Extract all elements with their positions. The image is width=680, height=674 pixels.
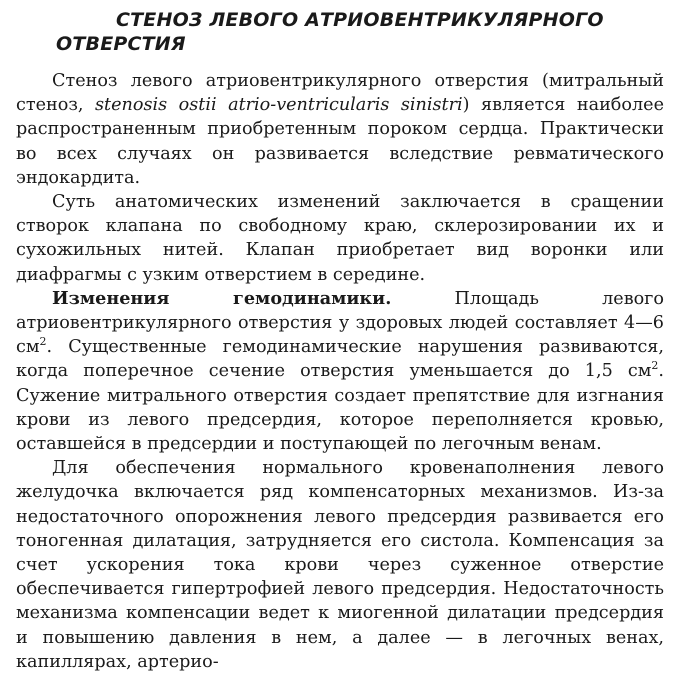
heading-line-1: СТЕНОЗ ЛЕВОГО АТРИОВЕНТРИКУЛЯРНОГО [116,9,604,31]
paragraph-definition [16,69,664,190]
paragraph-text: Площадь левого атриовентрикулярного отверстия у здоровых людей составляет 4—6 см [16,288,664,358]
body-text [16,69,664,674]
paragraph-anatomy: Суть анатомических изменений заключается в сращении створок клапана по свободному краю, склерозировании их и сухожильных нитей. Клапан приобретает вид воронки или диафрагмы с узким отверстием в середине. [16,192,664,285]
paragraph-hemodynamics [16,287,664,456]
paragraph-text: . Существенные гемодинамические нарушения развиваются, когда поперечное сечение отверстия уменьшается до 1,5 см [16,337,664,382]
paragraph-text: . Сужение митрального отверстия создает препятствие для изгнания крови из левого предсердия, которое переполняется кровью, оставшейся в предсердии и поступающей по легочным венам. [16,361,664,455]
superscript: 2 [39,335,47,349]
section-heading [16,8,664,56]
paragraph-compensation: Для обеспечения нормального кровенаполнения левого желудочка включается ряд компенсаторных механизмов. Из-за недостаточного опорожнения левого предсердия развивается его тоногенная дилатация, затрудняется его систола. Компенсация за счет ускорения тока крови через суженное отверстие обеспечивается гипертрофией левого предсердия. Недостаточность механизма компенсации ведет к миогенной дилатации предсердия и повышению давления в нем, а далее — в легочных венах, капиллярах, артерио- [16,458,664,672]
paragraph-text: Стеноз левого атриовентрикулярного отверстия (митральный стеноз, [16,71,664,116]
latin-term: stenosis ostii atrio-ventricularis sinistri [95,95,463,116]
paragraph-text: ) является наиболее распространенным приобретенным пороком сердца. Практически во всех случаях он развивается вследствие ревматического эндокардита. [16,95,664,188]
superscript: 2 [651,359,659,373]
subsection-lead: Изменения гемодинамики. [52,287,392,309]
heading-line-2: ОТВЕРСТИЯ [56,33,186,55]
